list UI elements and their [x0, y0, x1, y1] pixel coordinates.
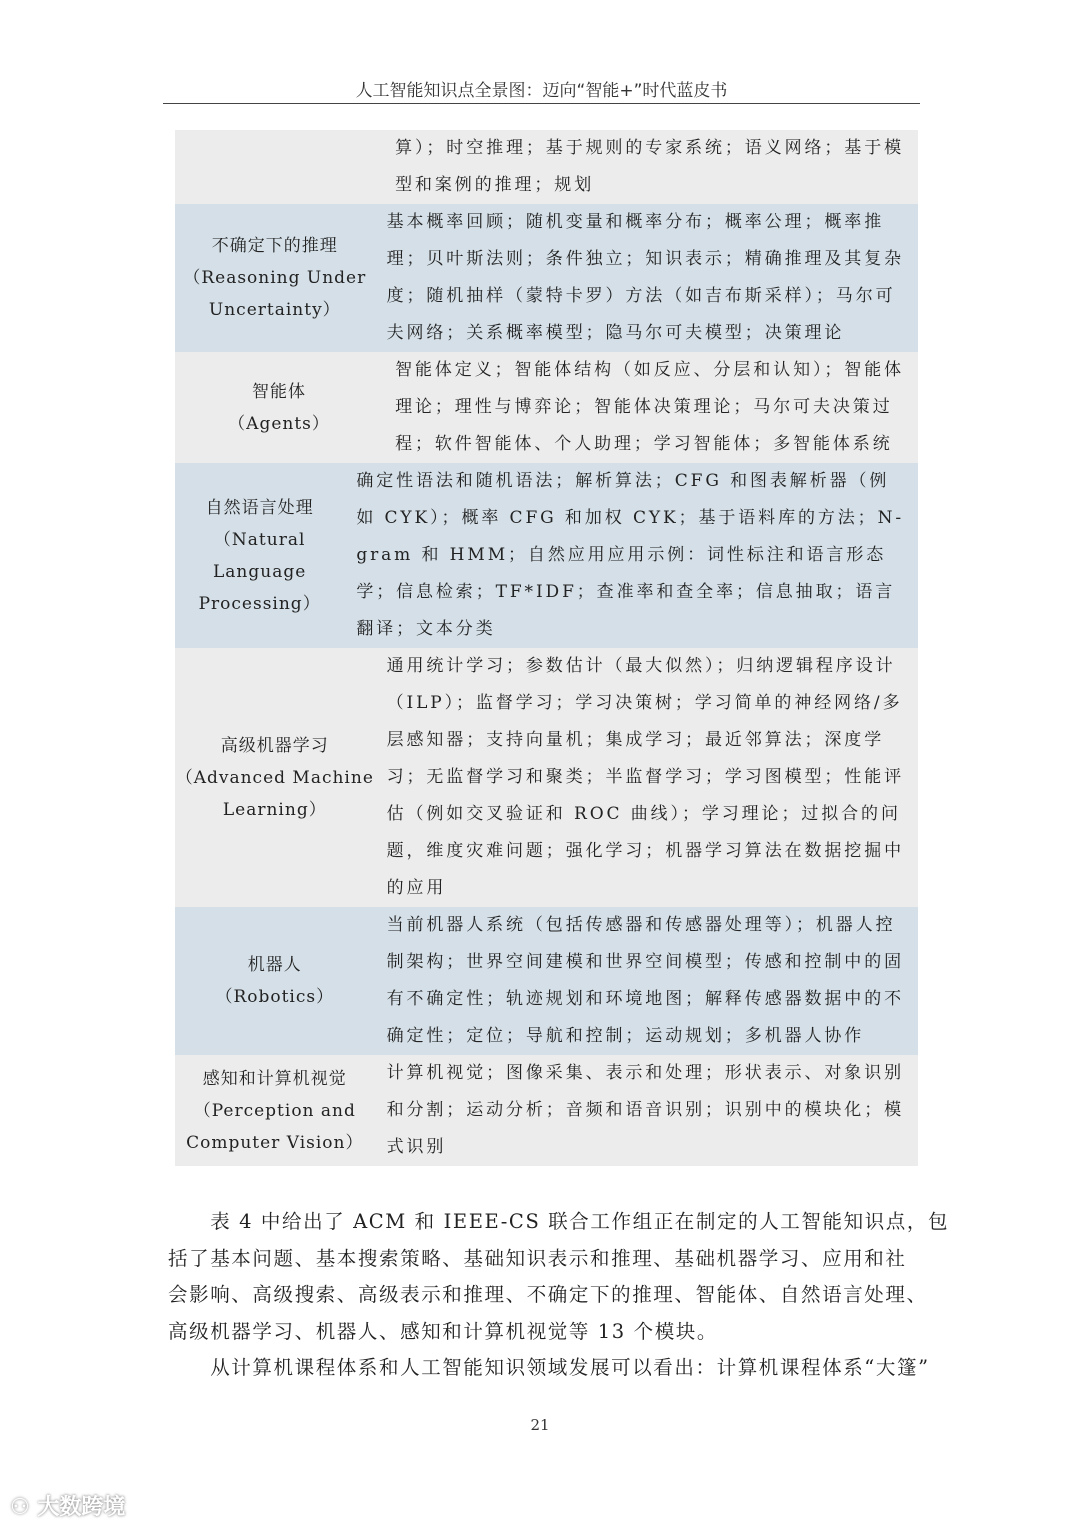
topic-cell: [175, 907, 375, 1055]
content-cell: [344, 463, 918, 648]
topic-cell: [175, 1055, 375, 1166]
content-line: 夫网络；关系概率模型；隐马尔可夫模型；决策理论: [386, 323, 845, 343]
topic-line: 智能体: [252, 381, 307, 402]
topic-line: （Natural Language: [213, 529, 307, 582]
content-cell: [375, 204, 918, 352]
page-number: 21: [530, 1416, 550, 1434]
body-line: 从计算机课程体系和人工智能知识领域发展可以看出：计算机课程体系“大篷”: [168, 1356, 930, 1379]
content-cell: [375, 907, 918, 1055]
content-line: 层感知器；支持向量机；集成学习；最近邻算法；深度学: [386, 730, 885, 750]
topic-line: 高级机器学习: [220, 735, 329, 756]
running-header: 人工智能知识点全景图：迈向“智能+”时代蓝皮书: [355, 81, 728, 101]
content-line: gram 和 HMM；自然应用应用示例：词性标注和语言形态: [356, 545, 887, 565]
topic-line: Learning）: [222, 799, 327, 820]
content-cell: [383, 352, 918, 463]
topic-line: （Advanced Machine: [175, 767, 374, 788]
body-line: 表 4 中给出了 ACM 和 IEEE-CS 联合工作组正在制定的人工智能知识点，包: [168, 1210, 950, 1233]
table-row: [175, 204, 918, 352]
body-paragraph: [168, 1204, 950, 1387]
table-row: [175, 352, 918, 463]
topic-line: （Reasoning Under: [183, 268, 367, 288]
table-row: [175, 130, 918, 204]
content-line: 有不确定性；轨迹规划和环境地图；解释传感器数据中的不: [386, 989, 904, 1009]
topic-cell: [175, 204, 375, 352]
watermark-logo: ⚇ 大数跨境: [10, 1495, 126, 1520]
content-line: 确定性语法和随机语法；解析算法；CFG 和图表解析器（例: [356, 471, 890, 491]
topic-line: （Perception and: [193, 1100, 356, 1121]
header-divider: [163, 103, 920, 104]
topic-line: 自然语言处理: [205, 497, 314, 518]
content-line: 通用统计学习；参数估计（最大似然）；归纳逻辑程序设计: [386, 656, 896, 676]
content-line: 基本概率回顾；随机变量和概率分布；概率公理；概率推: [386, 212, 885, 232]
content-line: 算）；时空推理；基于规则的专家系统；语义网络；基于模: [395, 138, 904, 158]
content-cell: [375, 1055, 918, 1166]
topic-line: 机器人: [247, 955, 302, 975]
topic-cell: [175, 463, 344, 648]
topic-line: 不确定下的推理: [211, 236, 338, 256]
body-line: 会影响、高级搜索、高级表示和推理、不确定下的推理、智能体、自然语言处理、: [168, 1283, 928, 1306]
watermark-text: 大数跨境: [37, 1495, 126, 1520]
content-line: 和分割；运动分析；音频和语音识别；识别中的模块化；模: [386, 1100, 904, 1120]
topic-line: Processing）: [198, 593, 321, 614]
content-line: 计算机视觉；图像采集、表示和处理；形状表示、对象识别: [386, 1063, 904, 1083]
content-line: 估（例如交叉验证和 ROC 曲线）；学习理论；过拟合的问: [386, 804, 901, 824]
content-line: 习；无监督学习和聚类；半监督学习；学习图模型；性能评: [386, 767, 904, 787]
content-line: 的应用: [386, 878, 447, 898]
content-line: 度；随机抽样（蒙特卡罗）方法（如吉布斯采样）；马尔可: [386, 286, 896, 306]
topic-line: 感知和计算机视觉: [202, 1068, 347, 1089]
topic-cell: [175, 352, 383, 463]
topic-line: （Agents）: [228, 413, 330, 434]
content-line: 理论；理性与博弈论；智能体决策理论；马尔可夫决策过: [395, 397, 893, 417]
table-row: [175, 1055, 918, 1166]
content-line: 型和案例的推理；规划: [395, 175, 595, 195]
content-line: 理；贝叶斯法则；条件独立；知识表示；精确推理及其复杂: [386, 249, 904, 269]
body-line: 括了基本问题、基本搜索策略、基础知识表示和推理、基础机器学习、应用和社: [168, 1246, 907, 1270]
content-line: 如 CYK）；概率 CFG 和加权 CYK；基于语料库的方法；N-: [356, 508, 904, 528]
table-row: [175, 907, 918, 1055]
content-cell: [375, 648, 918, 907]
table-row: [175, 463, 918, 648]
table-row: [175, 648, 918, 907]
content-line: 确定性；定位；导航和控制；运动规划；多机器人协作: [386, 1026, 865, 1046]
knowledge-table: [175, 130, 918, 1166]
content-line: 题，维度灾难问题；强化学习；机器学习算法在数据挖掘中: [386, 841, 904, 861]
content-line: 翻译；文本分类: [356, 619, 496, 639]
content-line: 制架构；世界空间建模和世界空间模型；传感和控制中的固: [386, 952, 904, 972]
content-line: 式识别: [386, 1137, 447, 1157]
topic-line: （Robotics）: [215, 987, 335, 1007]
topic-cell: [175, 130, 383, 204]
content-cell: [383, 130, 918, 204]
content-line: 当前机器人系统（包括传感器和传感器处理等）；机器人控: [386, 915, 896, 935]
topic-cell: [175, 648, 375, 907]
topic-line: Computer Vision）: [186, 1132, 364, 1153]
topic-line: Uncertainty）: [208, 300, 341, 320]
content-line: 学；信息检索；TF*IDF；查准率和查全率；信息抽取；语言: [356, 582, 896, 602]
content-line: 智能体定义；智能体结构（如反应、分层和认知）；智能体: [395, 360, 904, 380]
content-line: （ILP）；监督学习；学习决策树；学习简单的神经网络/多: [386, 693, 903, 713]
content-line: 程；软件智能体、个人助理；学习智能体；多智能体系统: [395, 434, 893, 454]
body-line: 高级机器学习、机器人、感知和计算机视觉等 13 个模块。: [168, 1319, 719, 1343]
